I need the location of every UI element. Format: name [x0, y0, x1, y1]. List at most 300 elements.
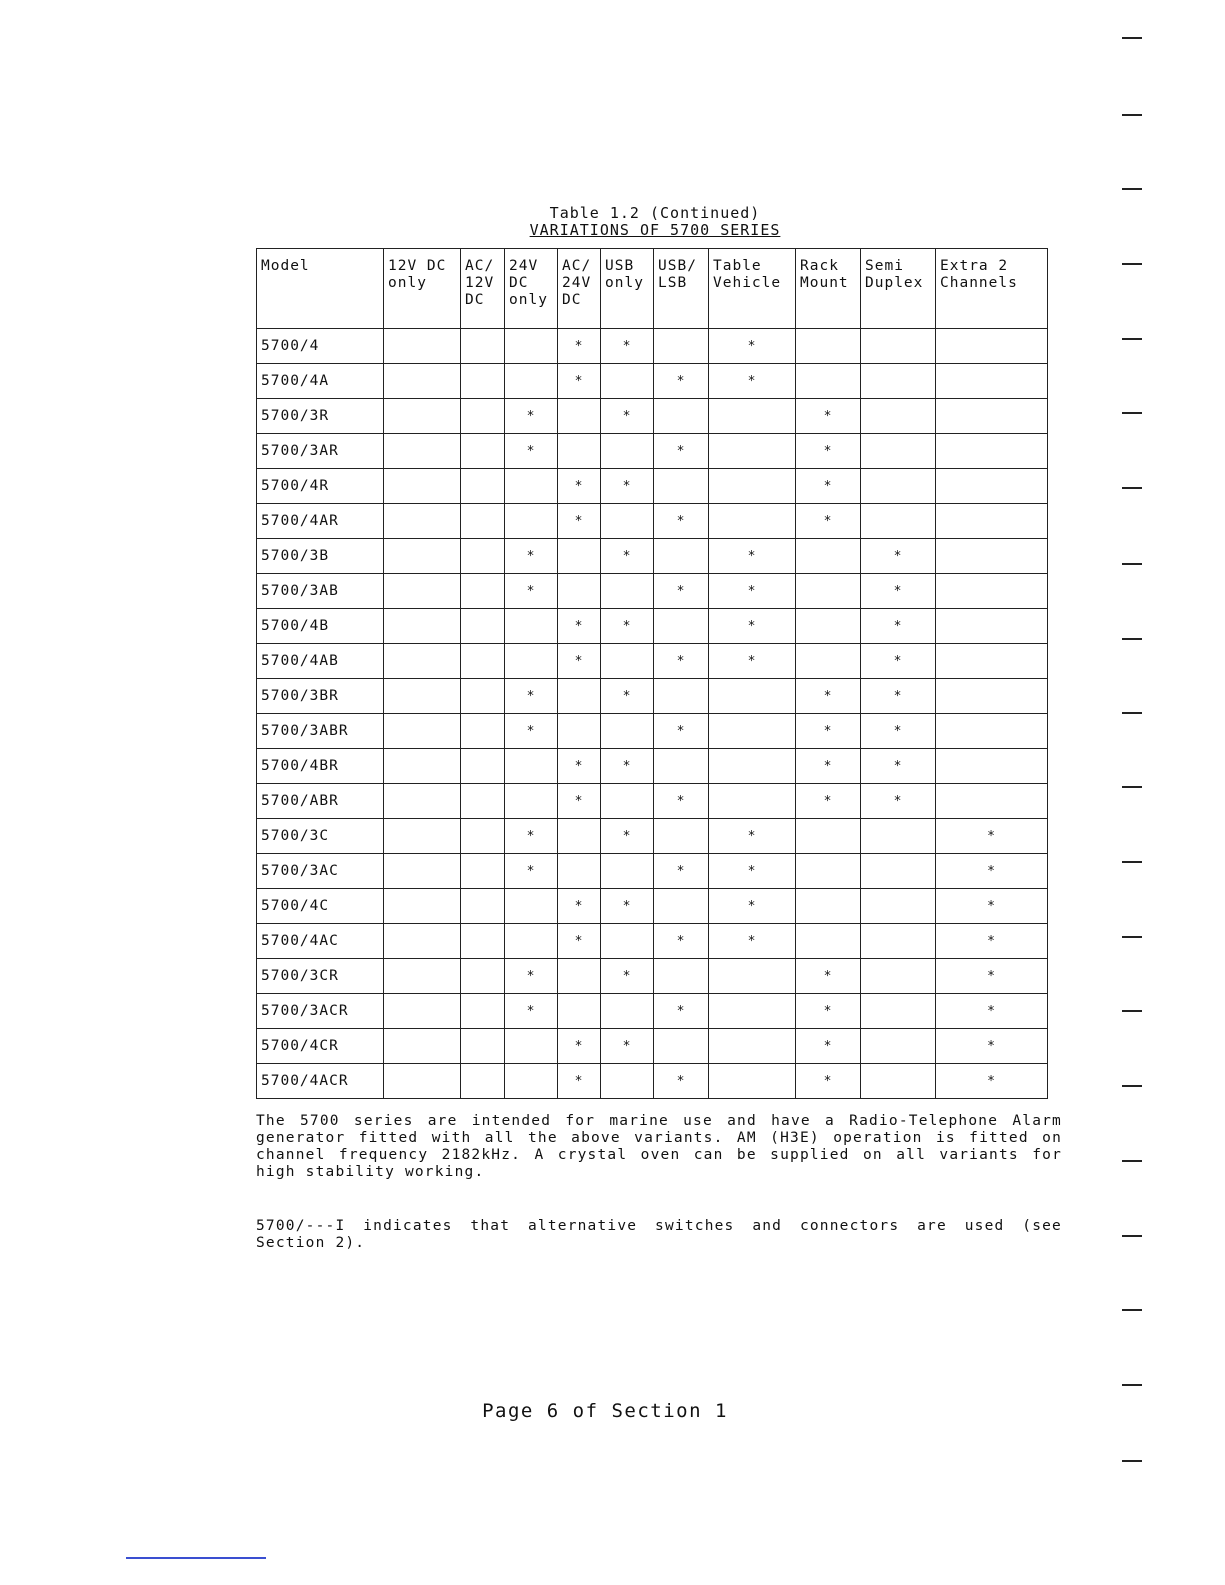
feature-mark-cell: [384, 434, 461, 469]
margin-mark: [1122, 638, 1142, 640]
feature-mark-cell: [461, 609, 505, 644]
feature-mark-cell: [861, 364, 936, 399]
feature-mark-cell: [461, 889, 505, 924]
feature-mark-cell: [936, 644, 1048, 679]
feature-mark-cell: *: [505, 819, 558, 854]
margin-mark: [1122, 936, 1142, 938]
feature-mark-cell: *: [861, 679, 936, 714]
feature-mark-cell: [505, 889, 558, 924]
feature-mark-cell: [709, 1064, 796, 1099]
margin-mark: [1122, 786, 1142, 788]
feature-mark-cell: *: [936, 924, 1048, 959]
feature-mark-cell: *: [709, 574, 796, 609]
feature-mark-cell: [796, 924, 861, 959]
margin-mark: [1122, 1085, 1142, 1087]
feature-mark-cell: [461, 399, 505, 434]
feature-mark-cell: *: [796, 1029, 861, 1064]
feature-mark-cell: [654, 889, 709, 924]
feature-mark-cell: *: [601, 679, 654, 714]
feature-mark-cell: *: [558, 784, 601, 819]
feature-mark-cell: *: [558, 329, 601, 364]
feature-mark-cell: [709, 434, 796, 469]
feature-mark-cell: *: [558, 889, 601, 924]
feature-mark-cell: [601, 504, 654, 539]
feature-mark-cell: *: [796, 399, 861, 434]
feature-mark-cell: [796, 539, 861, 574]
model-cell: 5700/ABR: [257, 784, 384, 819]
feature-mark-cell: *: [505, 994, 558, 1029]
feature-mark-cell: *: [861, 784, 936, 819]
feature-mark-cell: [936, 329, 1048, 364]
feature-mark-cell: [384, 644, 461, 679]
feature-mark-cell: [461, 574, 505, 609]
feature-mark-cell: [558, 679, 601, 714]
feature-mark-cell: *: [558, 469, 601, 504]
feature-mark-cell: *: [709, 364, 796, 399]
feature-mark-cell: [709, 749, 796, 784]
column-header-semi-duplex: Semi Duplex: [861, 249, 936, 329]
model-cell: 5700/4AC: [257, 924, 384, 959]
feature-mark-cell: [384, 959, 461, 994]
column-header-ac-12v-dc: AC/ 12V DC: [461, 249, 505, 329]
feature-mark-cell: [384, 784, 461, 819]
feature-mark-cell: [861, 854, 936, 889]
feature-mark-cell: [796, 819, 861, 854]
feature-mark-cell: *: [861, 539, 936, 574]
feature-mark-cell: [461, 924, 505, 959]
feature-mark-cell: *: [654, 854, 709, 889]
feature-mark-cell: *: [601, 539, 654, 574]
feature-mark-cell: [796, 329, 861, 364]
model-cell: 5700/3R: [257, 399, 384, 434]
model-cell: 5700/3AC: [257, 854, 384, 889]
feature-mark-cell: [861, 959, 936, 994]
feature-mark-cell: [654, 959, 709, 994]
feature-mark-cell: [384, 574, 461, 609]
feature-mark-cell: [461, 1029, 505, 1064]
note-paragraph: 5700/---I indicates that alternative switches and connectors are used (see Section 2).: [256, 1218, 1062, 1251]
margin-mark: [1122, 412, 1142, 414]
margin-tick-marks: [1122, 0, 1144, 1585]
feature-mark-cell: [505, 329, 558, 364]
feature-mark-cell: [654, 679, 709, 714]
feature-mark-cell: [936, 714, 1048, 749]
feature-mark-cell: [709, 1029, 796, 1064]
table-row: [257, 399, 1048, 434]
feature-mark-cell: [505, 784, 558, 819]
feature-mark-cell: [861, 434, 936, 469]
feature-mark-cell: [461, 469, 505, 504]
model-cell: 5700/3B: [257, 539, 384, 574]
feature-mark-cell: [461, 364, 505, 399]
feature-mark-cell: [861, 329, 936, 364]
margin-mark: [1122, 861, 1142, 863]
feature-mark-cell: [861, 504, 936, 539]
table-row: [257, 1029, 1048, 1064]
feature-mark-cell: [384, 399, 461, 434]
feature-mark-cell: [709, 399, 796, 434]
margin-mark: [1122, 1460, 1142, 1462]
feature-mark-cell: [601, 644, 654, 679]
feature-mark-cell: *: [654, 994, 709, 1029]
feature-mark-cell: *: [505, 574, 558, 609]
margin-mark: [1122, 712, 1142, 714]
column-header-usb-lsb: USB/ LSB: [654, 249, 709, 329]
feature-mark-cell: *: [601, 749, 654, 784]
feature-mark-cell: *: [601, 819, 654, 854]
feature-mark-cell: [384, 749, 461, 784]
feature-mark-cell: [505, 924, 558, 959]
feature-mark-cell: [796, 364, 861, 399]
feature-mark-cell: *: [601, 609, 654, 644]
feature-mark-cell: *: [601, 959, 654, 994]
feature-mark-cell: *: [861, 609, 936, 644]
feature-mark-cell: *: [505, 679, 558, 714]
table-row: [257, 854, 1048, 889]
feature-mark-cell: [936, 504, 1048, 539]
header-row: [257, 249, 1048, 329]
column-header-24v-dc-only: 24V DC only: [505, 249, 558, 329]
feature-mark-cell: *: [558, 1064, 601, 1099]
description-paragraph: The 5700 series are intended for marine use and have a Radio-Telephone Alarm generator fitted with all the above variants. AM (H3E) operation is fitted on channel frequency 2182kHz. A crystal oven can be supplied on all variants for high stability working.: [256, 1113, 1062, 1180]
feature-mark-cell: *: [654, 644, 709, 679]
table-row: [257, 924, 1048, 959]
feature-mark-cell: *: [709, 609, 796, 644]
feature-mark-cell: *: [796, 504, 861, 539]
feature-mark-cell: [601, 364, 654, 399]
feature-mark-cell: [861, 889, 936, 924]
feature-mark-cell: [558, 399, 601, 434]
column-header-ac-24v-dc: AC/ 24V DC: [558, 249, 601, 329]
feature-mark-cell: [709, 504, 796, 539]
feature-mark-cell: [796, 889, 861, 924]
table-subtitle: VARIATIONS OF 5700 SERIES: [529, 221, 781, 239]
model-cell: 5700/3C: [257, 819, 384, 854]
table-body: [257, 329, 1048, 1099]
feature-mark-cell: [709, 994, 796, 1029]
table-row: [257, 434, 1048, 469]
feature-mark-cell: *: [654, 924, 709, 959]
feature-mark-cell: [384, 329, 461, 364]
table-row: [257, 609, 1048, 644]
column-header-extra-2-channels: Extra 2 Channels: [936, 249, 1048, 329]
feature-mark-cell: [384, 469, 461, 504]
feature-mark-cell: [461, 679, 505, 714]
feature-mark-cell: *: [861, 574, 936, 609]
feature-mark-cell: *: [936, 854, 1048, 889]
feature-mark-cell: *: [709, 819, 796, 854]
feature-mark-cell: *: [558, 364, 601, 399]
feature-mark-cell: [654, 329, 709, 364]
table-row: [257, 749, 1048, 784]
feature-mark-cell: [709, 679, 796, 714]
feature-mark-cell: *: [558, 749, 601, 784]
margin-mark: [1122, 263, 1142, 265]
feature-mark-cell: [384, 609, 461, 644]
feature-mark-cell: [861, 399, 936, 434]
margin-mark: [1122, 188, 1142, 190]
table-row: [257, 504, 1048, 539]
model-cell: 5700/4: [257, 329, 384, 364]
feature-mark-cell: [601, 714, 654, 749]
feature-mark-cell: [384, 539, 461, 574]
feature-mark-cell: [384, 819, 461, 854]
feature-mark-cell: *: [796, 469, 861, 504]
feature-mark-cell: [461, 434, 505, 469]
table-row: [257, 364, 1048, 399]
feature-mark-cell: [384, 994, 461, 1029]
feature-mark-cell: [601, 994, 654, 1029]
feature-mark-cell: [558, 994, 601, 1029]
feature-mark-cell: [461, 819, 505, 854]
feature-mark-cell: [558, 574, 601, 609]
table-row: [257, 819, 1048, 854]
feature-mark-cell: [796, 854, 861, 889]
feature-mark-cell: [861, 994, 936, 1029]
feature-mark-cell: *: [505, 539, 558, 574]
feature-mark-cell: [384, 679, 461, 714]
feature-mark-cell: [861, 819, 936, 854]
feature-mark-cell: *: [709, 889, 796, 924]
table-row: [257, 574, 1048, 609]
feature-mark-cell: *: [796, 679, 861, 714]
feature-mark-cell: [384, 889, 461, 924]
feature-mark-cell: [709, 714, 796, 749]
feature-mark-cell: [936, 609, 1048, 644]
feature-mark-cell: [654, 749, 709, 784]
feature-mark-cell: *: [861, 714, 936, 749]
feature-mark-cell: [796, 574, 861, 609]
margin-mark: [1122, 1384, 1142, 1386]
scan-artifact-line: [126, 1557, 266, 1559]
feature-mark-cell: [461, 749, 505, 784]
feature-mark-cell: [505, 749, 558, 784]
feature-mark-cell: [709, 784, 796, 819]
feature-mark-cell: [601, 924, 654, 959]
feature-mark-cell: [601, 854, 654, 889]
feature-mark-cell: *: [601, 889, 654, 924]
feature-mark-cell: [861, 924, 936, 959]
margin-mark: [1122, 114, 1142, 116]
feature-mark-cell: [936, 539, 1048, 574]
feature-mark-cell: *: [601, 399, 654, 434]
feature-mark-cell: [936, 399, 1048, 434]
table-row: [257, 469, 1048, 504]
feature-mark-cell: [505, 504, 558, 539]
feature-mark-cell: [505, 364, 558, 399]
feature-mark-cell: *: [505, 959, 558, 994]
feature-mark-cell: *: [558, 924, 601, 959]
model-cell: 5700/3ABR: [257, 714, 384, 749]
feature-mark-cell: *: [796, 994, 861, 1029]
feature-mark-cell: [654, 819, 709, 854]
feature-mark-cell: *: [861, 749, 936, 784]
table-title: Table 1.2 (Continued): [549, 204, 761, 222]
feature-mark-cell: [601, 784, 654, 819]
feature-mark-cell: *: [601, 469, 654, 504]
model-cell: 5700/4CR: [257, 1029, 384, 1064]
feature-mark-cell: *: [861, 644, 936, 679]
feature-mark-cell: [384, 854, 461, 889]
feature-mark-cell: [461, 1064, 505, 1099]
model-cell: 5700/3ACR: [257, 994, 384, 1029]
feature-mark-cell: *: [796, 714, 861, 749]
margin-mark: [1122, 1160, 1142, 1162]
table-row: [257, 1064, 1048, 1099]
model-cell: 5700/4A: [257, 364, 384, 399]
feature-mark-cell: *: [558, 504, 601, 539]
feature-mark-cell: [654, 399, 709, 434]
feature-mark-cell: [936, 469, 1048, 504]
feature-mark-cell: [461, 994, 505, 1029]
feature-mark-cell: [384, 504, 461, 539]
feature-mark-cell: *: [709, 854, 796, 889]
page-footer: Page 6 of Section 1: [482, 1400, 728, 1422]
feature-mark-cell: [505, 1064, 558, 1099]
feature-mark-cell: *: [505, 434, 558, 469]
model-cell: 5700/4ACR: [257, 1064, 384, 1099]
feature-mark-cell: *: [654, 364, 709, 399]
feature-mark-cell: *: [558, 644, 601, 679]
feature-mark-cell: [461, 539, 505, 574]
model-cell: 5700/4C: [257, 889, 384, 924]
feature-mark-cell: [601, 1064, 654, 1099]
feature-mark-cell: *: [654, 784, 709, 819]
table-row: [257, 539, 1048, 574]
feature-mark-cell: *: [654, 504, 709, 539]
model-cell: 5700/3CR: [257, 959, 384, 994]
column-header-12v-dc-only: 12V DC only: [384, 249, 461, 329]
feature-mark-cell: [936, 574, 1048, 609]
table-row: [257, 994, 1048, 1029]
feature-mark-cell: [654, 539, 709, 574]
feature-mark-cell: [505, 1029, 558, 1064]
feature-mark-cell: *: [936, 1064, 1048, 1099]
feature-mark-cell: [384, 1029, 461, 1064]
margin-mark: [1122, 1309, 1142, 1311]
feature-mark-cell: *: [601, 329, 654, 364]
margin-mark: [1122, 37, 1142, 39]
feature-mark-cell: [796, 644, 861, 679]
feature-mark-cell: [461, 329, 505, 364]
column-header-model: Model: [257, 249, 384, 329]
table-row: [257, 679, 1048, 714]
column-header-usb-only: USB only: [601, 249, 654, 329]
model-cell: 5700/4BR: [257, 749, 384, 784]
variations-table: [256, 248, 1048, 1099]
feature-mark-cell: [505, 644, 558, 679]
feature-mark-cell: [936, 784, 1048, 819]
feature-mark-cell: [936, 679, 1048, 714]
model-cell: 5700/4B: [257, 609, 384, 644]
feature-mark-cell: *: [654, 714, 709, 749]
margin-mark: [1122, 487, 1142, 489]
feature-mark-cell: *: [796, 434, 861, 469]
feature-mark-cell: [558, 714, 601, 749]
feature-mark-cell: [461, 784, 505, 819]
feature-mark-cell: *: [558, 1029, 601, 1064]
feature-mark-cell: [384, 1064, 461, 1099]
feature-mark-cell: *: [936, 959, 1048, 994]
margin-mark: [1122, 338, 1142, 340]
column-header-rack-mount: Rack Mount: [796, 249, 861, 329]
feature-mark-cell: *: [709, 539, 796, 574]
feature-mark-cell: *: [936, 994, 1048, 1029]
feature-mark-cell: [461, 959, 505, 994]
table-row: [257, 329, 1048, 364]
feature-mark-cell: [654, 1029, 709, 1064]
feature-mark-cell: [861, 1029, 936, 1064]
feature-mark-cell: *: [936, 889, 1048, 924]
feature-mark-cell: [936, 434, 1048, 469]
feature-mark-cell: *: [709, 329, 796, 364]
feature-mark-cell: [461, 504, 505, 539]
feature-mark-cell: [601, 434, 654, 469]
feature-mark-cell: [601, 574, 654, 609]
feature-mark-cell: [936, 364, 1048, 399]
feature-mark-cell: *: [654, 1064, 709, 1099]
model-cell: 5700/3AB: [257, 574, 384, 609]
feature-mark-cell: [505, 609, 558, 644]
feature-mark-cell: *: [709, 924, 796, 959]
feature-mark-cell: *: [505, 854, 558, 889]
margin-mark: [1122, 1010, 1142, 1012]
feature-mark-cell: *: [654, 574, 709, 609]
model-cell: 5700/4AB: [257, 644, 384, 679]
feature-mark-cell: [654, 469, 709, 504]
table-row: [257, 889, 1048, 924]
column-header-table-vehicle: Table Vehicle: [709, 249, 796, 329]
feature-mark-cell: [558, 854, 601, 889]
feature-mark-cell: *: [796, 1064, 861, 1099]
feature-mark-cell: *: [796, 749, 861, 784]
feature-mark-cell: [558, 539, 601, 574]
feature-mark-cell: *: [654, 434, 709, 469]
feature-mark-cell: [505, 469, 558, 504]
model-cell: 5700/4AR: [257, 504, 384, 539]
feature-mark-cell: [861, 1064, 936, 1099]
model-cell: 5700/3BR: [257, 679, 384, 714]
model-cell: 5700/3AR: [257, 434, 384, 469]
model-cell: 5700/4R: [257, 469, 384, 504]
feature-mark-cell: [461, 644, 505, 679]
feature-mark-cell: *: [505, 714, 558, 749]
table-row: [257, 959, 1048, 994]
feature-mark-cell: *: [796, 784, 861, 819]
table-row: [257, 714, 1048, 749]
feature-mark-cell: *: [796, 959, 861, 994]
feature-mark-cell: [936, 749, 1048, 784]
feature-mark-cell: [654, 609, 709, 644]
feature-mark-cell: [709, 469, 796, 504]
feature-mark-cell: [461, 714, 505, 749]
feature-mark-cell: *: [558, 609, 601, 644]
feature-mark-cell: [461, 854, 505, 889]
feature-mark-cell: *: [709, 644, 796, 679]
feature-mark-cell: [861, 469, 936, 504]
feature-mark-cell: *: [505, 399, 558, 434]
margin-mark: [1122, 563, 1142, 565]
feature-mark-cell: *: [936, 819, 1048, 854]
feature-mark-cell: [558, 819, 601, 854]
table-row: [257, 644, 1048, 679]
feature-mark-cell: [384, 364, 461, 399]
feature-mark-cell: [384, 924, 461, 959]
feature-mark-cell: [709, 959, 796, 994]
feature-mark-cell: *: [601, 1029, 654, 1064]
feature-mark-cell: [384, 714, 461, 749]
feature-mark-cell: [558, 959, 601, 994]
